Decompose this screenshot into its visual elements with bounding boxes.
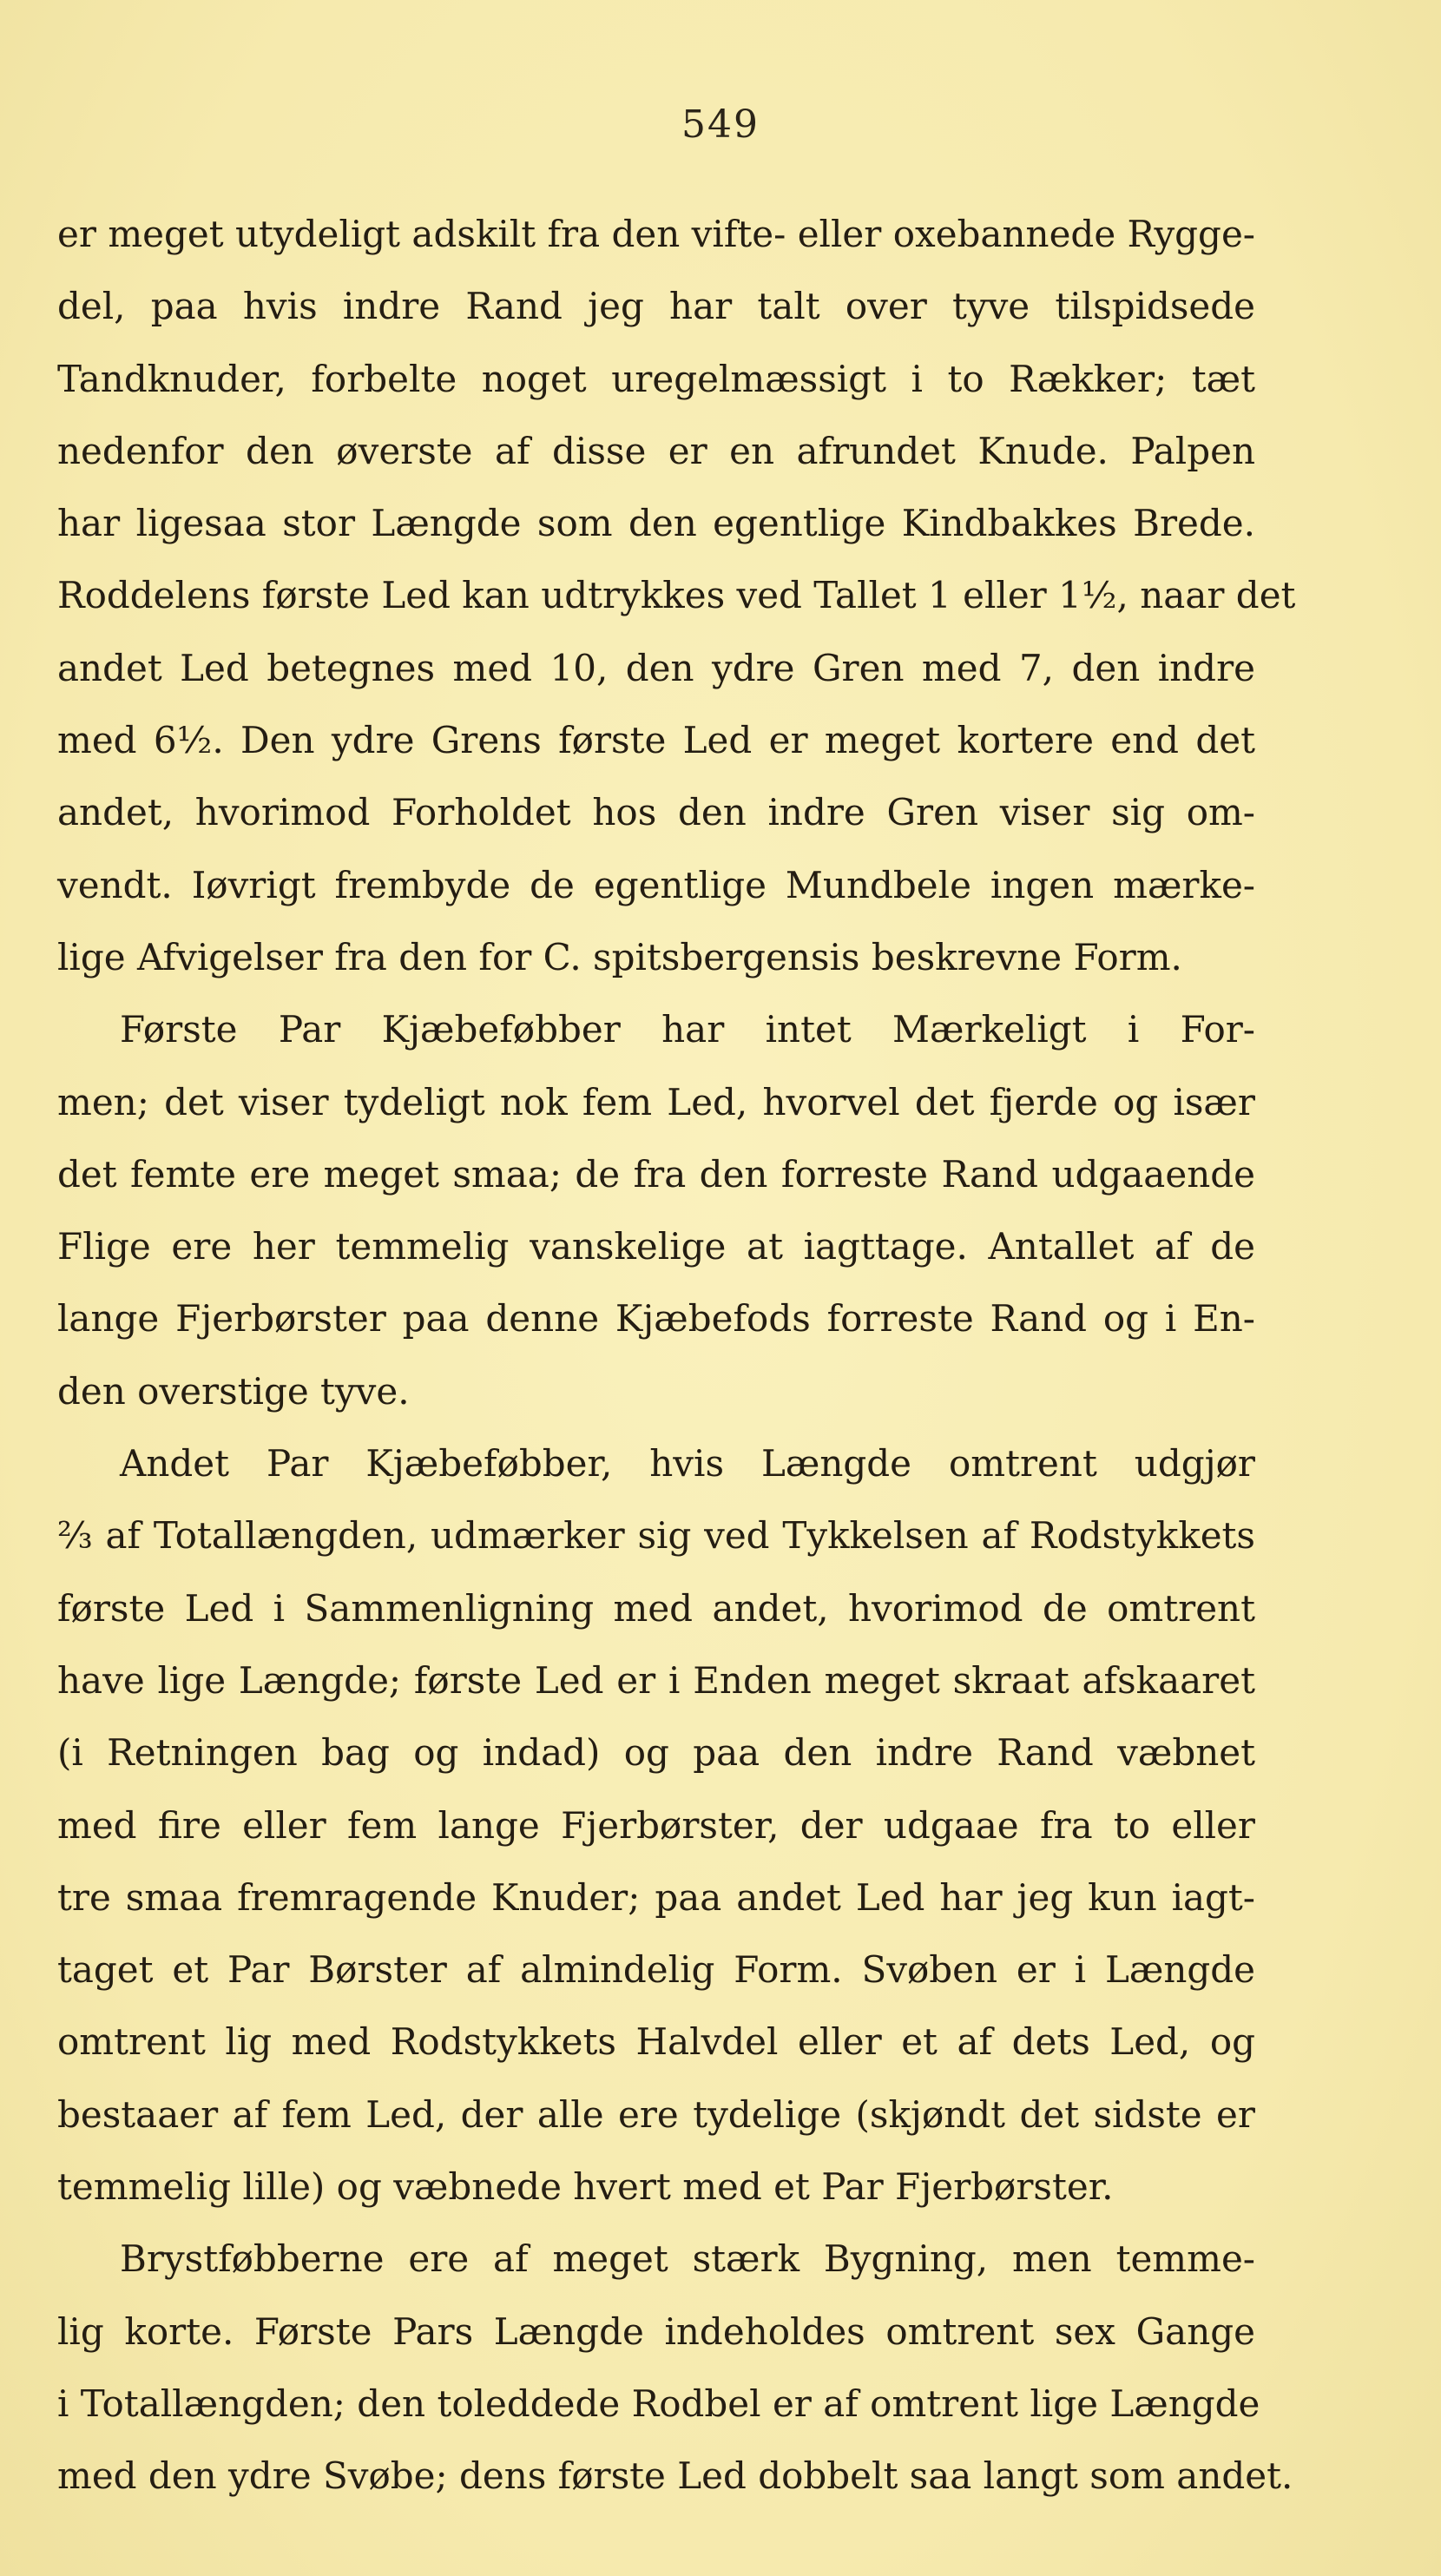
text-line: andet, hvorimod Forholdet hos den indre Gren viser sig om-: [57, 791, 1255, 834]
page-number: 549: [681, 102, 760, 147]
text-line: (i Retningen bag og indad) og paa den indre Rand væbnet: [57, 1731, 1255, 1775]
text-line: nedenfor den øverste af disse er en afrundet Knude. Palpen: [57, 429, 1255, 472]
text-line: bestaaer af fem Led, der alle ere tydelige (skjøndt det sidste er: [57, 2092, 1255, 2136]
text-line: lange Fjerbørster paa denne Kjæbefods forreste Rand og i En-: [57, 1297, 1255, 1341]
text-line: Roddelens første Led kan udtrykkes ved Tallet 1 eller 1½, naar det: [57, 574, 1296, 617]
text-line: andet Led betegnes med 10, den ydre Gren med 7, den indre: [57, 646, 1255, 689]
body-text: [57, 198, 1296, 2513]
text-line: omtrent lig med Rodstykkets Halvdel eller et af dets Led, og: [57, 2020, 1255, 2064]
text-line: har ligesaa stor Længde som den egentlige Kindbakkes Brede.: [57, 502, 1255, 545]
text-line: i Totallængden; den toleddede Rodbel er af omtrent lige Længde: [57, 2382, 1260, 2425]
text-line: den overstige tyve.: [57, 1369, 410, 1413]
text-line: med fire eller fem lange Fjerbørster, der udgaae fra to eller: [57, 1803, 1255, 1847]
text-line: Flige ere her temmelig vanskelige at iagttage. Antallet af de: [57, 1225, 1255, 1268]
text-line: Tandknuder, forbelte noget uregelmæssigt i to Rækker; tæt: [57, 357, 1255, 400]
text-line: lig korte. Første Pars Længde indeholdes omtrent sex Gange: [57, 2309, 1255, 2353]
text-line: taget et Par Børster af almindelig Form. Svøben er i Længde: [57, 1948, 1255, 1992]
text-line: lige Afvigelser fra den for C. spitsbergensis beskrevne Form.: [57, 935, 1182, 978]
text-line: men; det viser tydeligt nok fem Led, hvorvel det fjerde og især: [57, 1080, 1255, 1123]
text-line: vendt. Iøvrigt frembyde de egentlige Mundbele ingen mærke-: [57, 863, 1255, 906]
text-line: have lige Længde; første Led er i Enden meget skraat afskaaret: [57, 1658, 1255, 1702]
text-line: tre smaa fremragende Knuder; paa andet Led har jeg kun iagt-: [57, 1875, 1255, 1919]
text-line: temmelig lille) og væbnede hvert med et Par Fjerbørster.: [57, 2165, 1114, 2209]
text-line: er meget utydeligt adskilt fra den vifte- eller oxebannede Rygge-: [57, 213, 1255, 255]
text-line: del, paa hvis indre Rand jeg har talt over tyve tilspidsede: [57, 285, 1255, 328]
text-line: første Led i Sammenligning med andet, hvorimod de omtrent: [57, 1586, 1255, 1630]
text-line: ⅔ af Totallængden, udmærker sig ved Tykkelsen af Rodstykkets: [57, 1514, 1255, 1558]
text-line: med den ydre Svøbe; dens første Led dobbelt saa langt som andet.: [57, 2454, 1293, 2498]
paragraph-start-line: Andet Par Kjæbeføbber, hvis Længde omtrent udgjør: [120, 1442, 1255, 1486]
text-line: med 6½. Den ydre Grens første Led er meget kortere end det: [57, 719, 1255, 762]
text-line: det femte ere meget smaa; de fra den forreste Rand udgaaende: [57, 1152, 1255, 1196]
paragraph-start-line: Brystføbberne ere af meget stærk Bygning, men temme-: [120, 2237, 1255, 2281]
paragraph-start-line: Første Par Kjæbeføbber har intet Mærkeligt i For-: [120, 1008, 1255, 1051]
